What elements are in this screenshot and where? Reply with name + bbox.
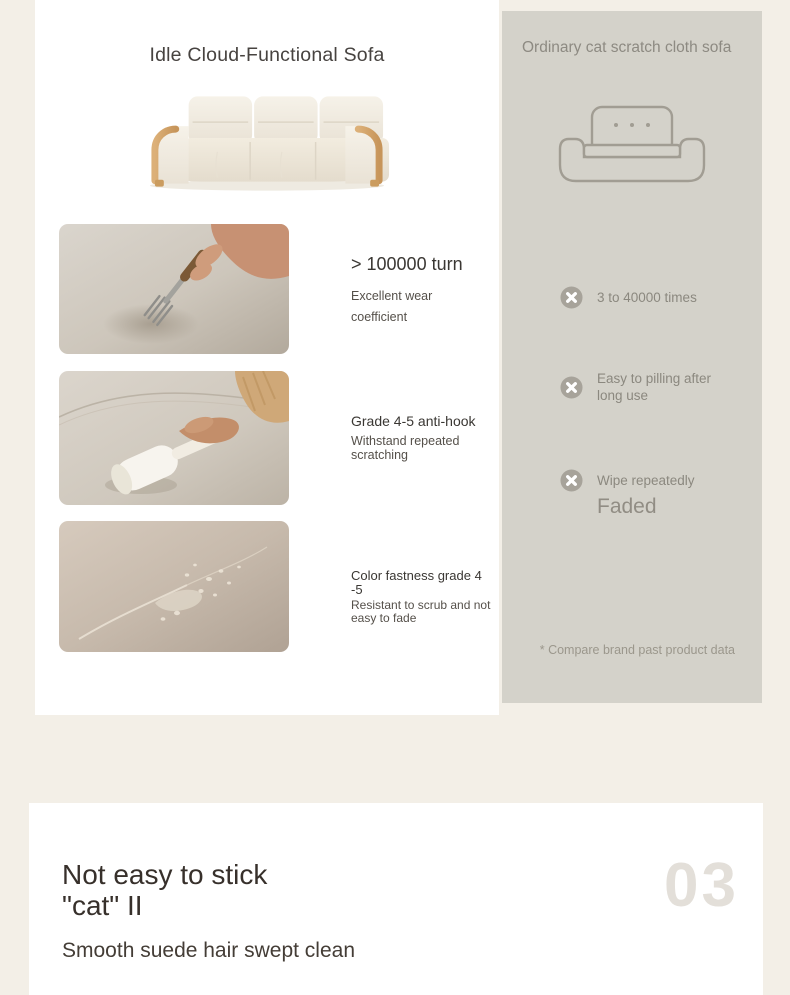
con-item (560, 286, 737, 309)
functional-sofa-panel (35, 0, 499, 715)
anti-hook-test-photo (59, 371, 289, 505)
ordinary-sofa-panel (502, 11, 762, 703)
feature-row-wear (59, 224, 479, 354)
section-heading (62, 859, 267, 921)
x-circle-icon (560, 376, 583, 399)
section-subheading: Smooth suede hair swept clean (62, 939, 356, 962)
con-item (560, 370, 737, 404)
feature-heading: Color fastness grade 4 -5 (351, 568, 482, 597)
sofa-product-image (143, 90, 391, 192)
con-text: Easy to pilling after long use (597, 371, 712, 403)
feature-body: Withstand repeated scratching (351, 434, 460, 462)
con-emphasis-text: Faded (597, 495, 657, 518)
wear-test-photo (59, 224, 289, 354)
feature-heading: Grade 4-5 anti-hook (351, 413, 476, 429)
next-section-header (29, 803, 763, 995)
sofa-outline-icon (556, 103, 708, 187)
feature-row-colorfastness (59, 521, 491, 652)
con-text: 3 to 40000 times (597, 290, 697, 305)
section-number: 03 (664, 851, 739, 920)
feature-body: Resistant to scrub and not easy to fade (351, 598, 491, 625)
color-fastness-test-photo (59, 521, 289, 652)
feature-row-antihook (59, 371, 479, 505)
section-heading-line2: "cat" II (62, 890, 143, 921)
right-panel-title: Ordinary cat scratch cloth sofa (522, 39, 732, 56)
feature-heading: > 100000 turn (351, 254, 463, 274)
x-circle-icon (560, 286, 583, 309)
comparison-footnote: * Compare brand past product data (539, 643, 735, 657)
con-text: Wipe repeatedly (597, 473, 695, 488)
feature-body: Excellent wear coefficient (351, 289, 433, 324)
con-item (560, 469, 747, 519)
x-circle-icon (560, 469, 583, 492)
section-heading-line1: Not easy to stick (62, 859, 268, 890)
left-panel-title: Idle Cloud-Functional Sofa (149, 44, 385, 66)
